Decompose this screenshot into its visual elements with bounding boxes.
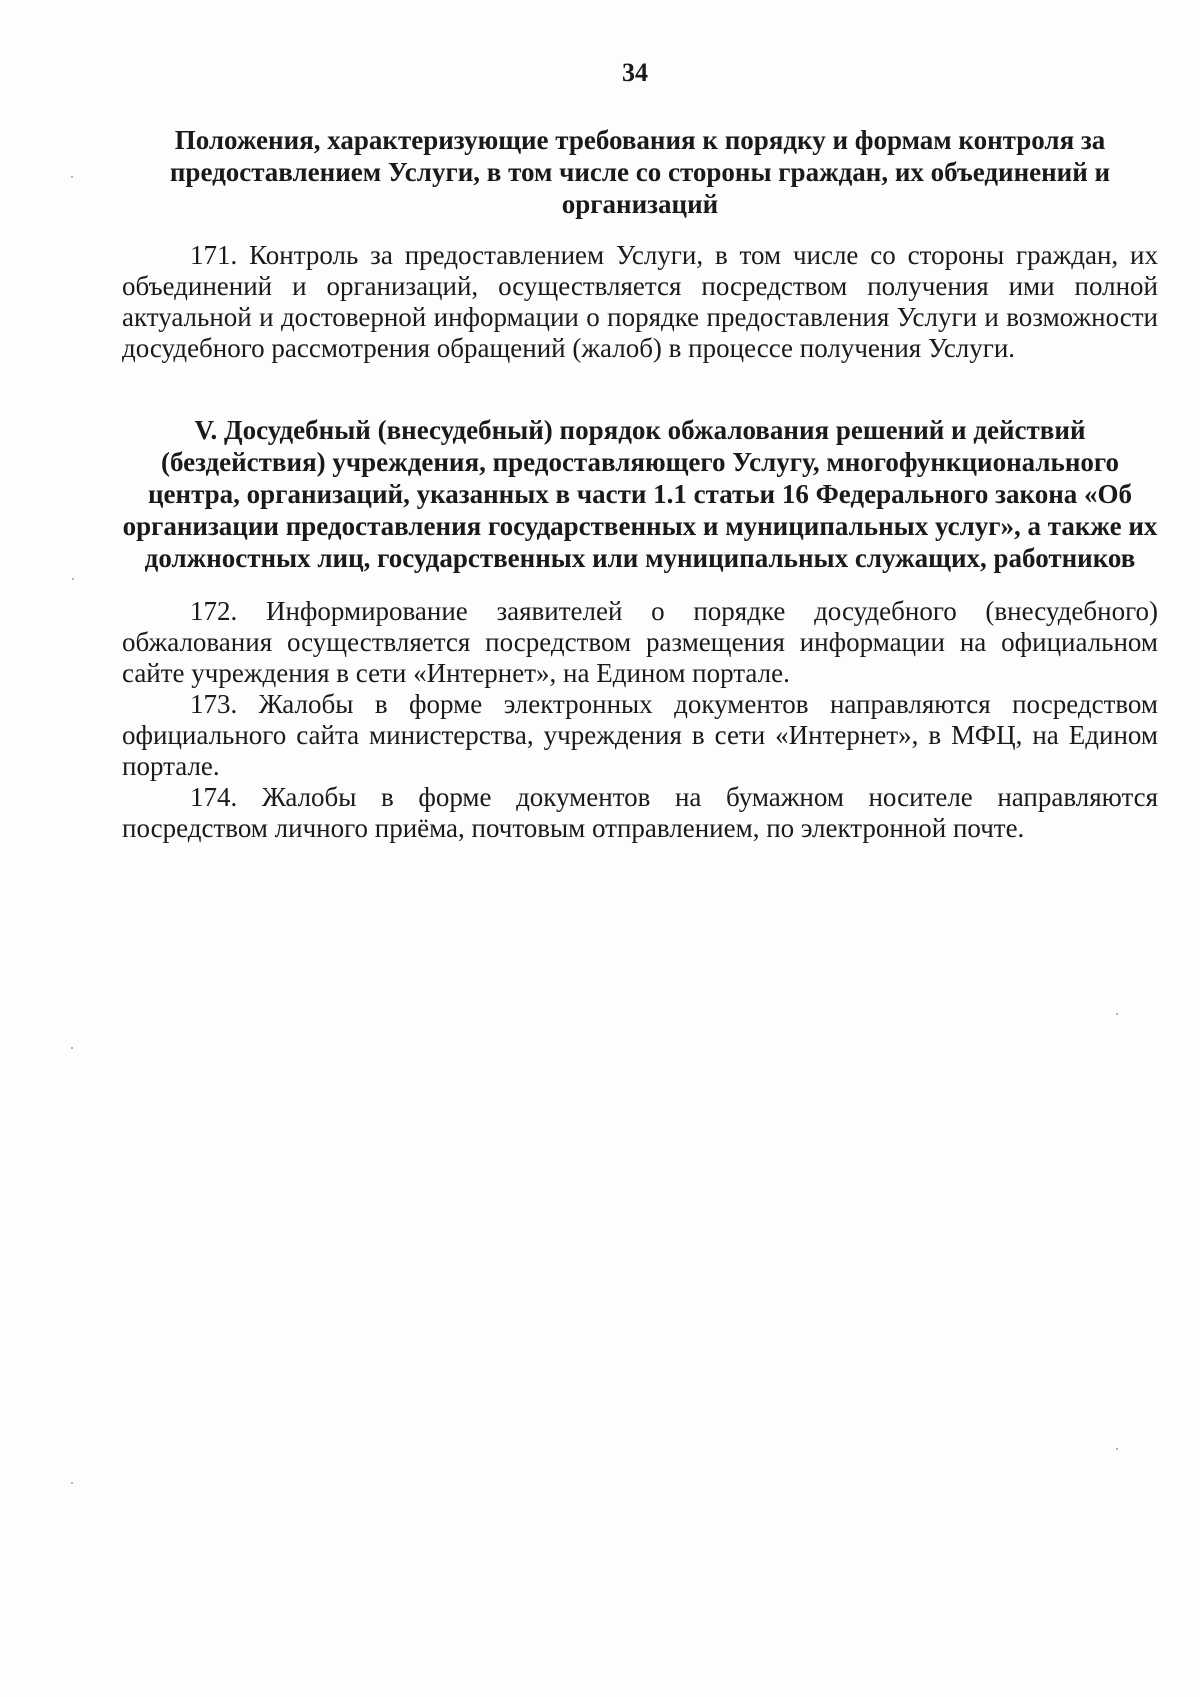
- paragraph-174: 174. Жалобы в форме документов на бумажном носителе направляются посредством личного приёма, почтовым отправлением, по электронной почте.: [122, 782, 1158, 843]
- scan-speck: [1116, 1448, 1118, 1450]
- page-number: 34: [622, 58, 648, 87]
- paragraph-172: 172. Информирование заявителей о порядке досудебного (внесудебного) обжалования осуществляется посредством размещения информации на официальном сайте учреждения в сети «Интернет», на Едином портале.: [122, 596, 1158, 688]
- scan-speck: [72, 578, 74, 580]
- scan-speck: [1116, 1013, 1118, 1015]
- scan-speck: [71, 176, 73, 178]
- section-heading-control: Положения, характеризующие требования к порядку и формам контроля за предоставлением Услуги, в том числе со стороны граждан, их объединений и организаций: [169, 125, 1111, 219]
- section-heading-appeal: V. Досудебный (внесудебный) порядок обжалования решений и действий (бездействия) учреждения, предоставляющего Услугу, многофункционального центра, организаций, указанных в части 1.1 статьи 16 Федерального закона «Об организации предоставления государственных и муниципальных услуг», а также их должностных лиц, государственных или муниципальных служащих, работников: [122, 415, 1158, 573]
- paragraph-171: 171. Контроль за предоставлением Услуги, в том числе со стороны граждан, их объединений и организаций, осуществляется посредством получения ими полной актуальной и достоверной информации о порядке предоставления Услуги и возможности досудебного рассмотрения обращений (жалоб) в процессе получения Услуги.: [122, 240, 1158, 363]
- document-body: [122, 124, 1158, 844]
- paragraph-173: 173. Жалобы в форме электронных документов направляются посредством официального сайта министерства, учреждения в сети «Интернет», в МФЦ, на Едином портале.: [122, 689, 1158, 781]
- scan-speck: [71, 1482, 73, 1484]
- scan-speck: [71, 1047, 73, 1049]
